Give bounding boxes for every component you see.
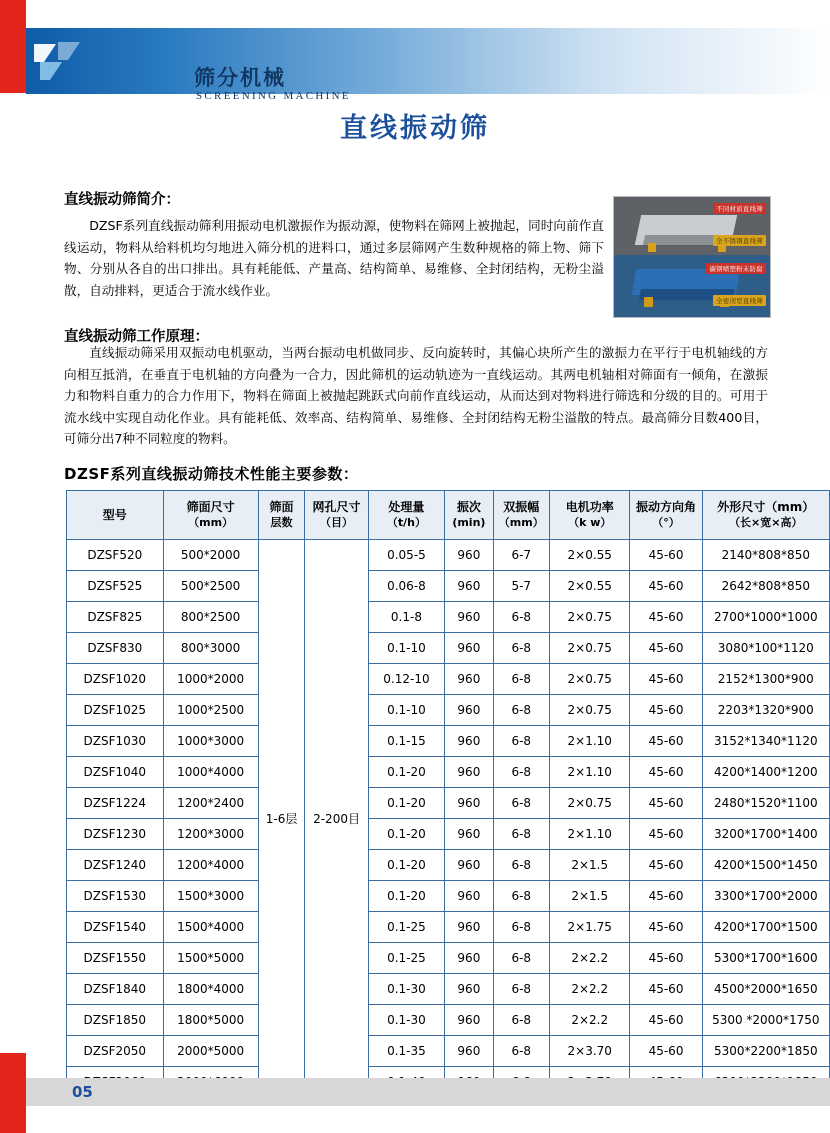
col-unit-vibration-angle: （°） (652, 516, 680, 529)
table-row (67, 1005, 830, 1036)
col-header-frequency (445, 491, 493, 540)
table-row (67, 726, 830, 757)
cell-screen-size: 1500*5000 (163, 943, 258, 974)
photo-machine-upper-leg-left (648, 243, 656, 252)
cell-frequency: 960 (445, 757, 493, 788)
cell-power: 2×0.75 (550, 664, 630, 695)
cell-capacity: 0.1-20 (368, 850, 445, 881)
cell-dimensions: 2152*1300*900 (702, 664, 829, 695)
cell-model: DZSF1550 (67, 943, 164, 974)
cell-frequency: 960 (445, 633, 493, 664)
cell-power: 2×0.75 (550, 633, 630, 664)
brand-title-cn: 筛分机械 (194, 66, 286, 90)
col-header-power (550, 491, 630, 540)
table-row (67, 1036, 830, 1067)
table-header-row (67, 491, 830, 540)
cell-vibration-angle: 45-60 (630, 850, 702, 881)
cell-frequency: 960 (445, 540, 493, 571)
table-row (67, 881, 830, 912)
cell-vibration-angle: 45-60 (630, 1036, 702, 1067)
cell-amplitude: 6-8 (493, 664, 550, 695)
cell-frequency: 960 (445, 664, 493, 695)
cell-model: DZSF1224 (67, 788, 164, 819)
cell-amplitude: 6-8 (493, 633, 550, 664)
table-row (67, 943, 830, 974)
cell-screen-size: 800*3000 (163, 633, 258, 664)
col-title-mesh: 网孔尺寸 (312, 500, 361, 514)
col-header-layers (258, 491, 305, 540)
cell-model: DZSF1240 (67, 850, 164, 881)
cell-power: 2×1.10 (550, 726, 630, 757)
cell-frequency: 960 (445, 1005, 493, 1036)
cell-capacity: 0.1-10 (368, 695, 445, 726)
cell-vibration-angle: 45-60 (630, 695, 702, 726)
cell-dimensions: 2203*1320*900 (702, 695, 829, 726)
cell-dimensions: 2140*808*850 (702, 540, 829, 571)
page-header (26, 28, 830, 102)
brand-title-en: SCREENING MACHINE (196, 90, 351, 102)
cell-screen-size: 500*2500 (163, 571, 258, 602)
cell-vibration-angle: 45-60 (630, 943, 702, 974)
col-unit-mesh: （目） (320, 516, 354, 529)
cell-dimensions: 2700*1000*1000 (702, 602, 829, 633)
table-body (67, 540, 830, 1098)
col-header-mesh (305, 491, 368, 540)
col-header-screen-size (163, 491, 258, 540)
cell-frequency: 960 (445, 602, 493, 633)
cell-capacity: 0.06-8 (368, 571, 445, 602)
cell-dimensions: 4200*1700*1500 (702, 912, 829, 943)
cell-screen-size: 800*2500 (163, 602, 258, 633)
section-heading-principle: 直线振动筛工作原理： (64, 329, 209, 345)
cell-screen-size: 1200*2400 (163, 788, 258, 819)
cell-amplitude: 6-8 (493, 974, 550, 1005)
table-row (67, 757, 830, 788)
cell-screen-size: 500*2000 (163, 540, 258, 571)
cell-dimensions: 3080*100*1120 (702, 633, 829, 664)
cell-vibration-angle: 45-60 (630, 664, 702, 695)
col-unit-dimensions: （长×宽×高） (729, 516, 803, 529)
cell-amplitude: 6-8 (493, 943, 550, 974)
cell-model: DZSF1540 (67, 912, 164, 943)
cell-amplitude: 6-7 (493, 540, 550, 571)
cell-capacity: 0.1-10 (368, 633, 445, 664)
cell-layers-merged: 1-6层 (258, 540, 305, 1098)
cell-frequency: 960 (445, 881, 493, 912)
cell-model: DZSF1025 (67, 695, 164, 726)
col-title-power: 电机功率 (565, 500, 614, 514)
cell-power: 2×2.2 (550, 943, 630, 974)
cell-amplitude: 6-8 (493, 1005, 550, 1036)
cell-amplitude: 6-8 (493, 757, 550, 788)
col-header-amplitude (493, 491, 550, 540)
cell-vibration-angle: 45-60 (630, 1005, 702, 1036)
cell-capacity: 0.1-30 (368, 1005, 445, 1036)
cell-dimensions: 4500*2000*1650 (702, 974, 829, 1005)
cell-power: 2×0.55 (550, 571, 630, 602)
cell-amplitude: 6-8 (493, 726, 550, 757)
cell-dimensions: 2642*808*850 (702, 571, 829, 602)
cell-capacity: 0.1-20 (368, 881, 445, 912)
cell-dimensions: 5300*2200*1850 (702, 1036, 829, 1067)
cell-capacity: 0.1-15 (368, 726, 445, 757)
cell-power: 2×1.10 (550, 819, 630, 850)
table-row (67, 571, 830, 602)
cell-frequency: 960 (445, 943, 493, 974)
col-unit-power: （k w） (568, 516, 612, 529)
cell-vibration-angle: 45-60 (630, 819, 702, 850)
cell-dimensions: 4200*1400*1200 (702, 757, 829, 788)
cell-power: 2×2.2 (550, 1005, 630, 1036)
cell-screen-size: 1000*4000 (163, 757, 258, 788)
cell-dimensions: 5300 *2000*1750 (702, 1005, 829, 1036)
cell-model: DZSF825 (67, 602, 164, 633)
cell-frequency: 960 (445, 788, 493, 819)
cell-vibration-angle: 45-60 (630, 602, 702, 633)
col-title-vibration-angle: 振动方向角 (636, 500, 697, 514)
cell-power: 2×1.5 (550, 881, 630, 912)
cell-dimensions: 3300*1700*2000 (702, 881, 829, 912)
cell-vibration-angle: 45-60 (630, 974, 702, 1005)
cell-capacity: 0.1-35 (368, 1036, 445, 1067)
table-row (67, 974, 830, 1005)
col-unit-capacity: （t/h） (386, 516, 426, 529)
cell-capacity: 0.1-30 (368, 974, 445, 1005)
cell-screen-size: 2000*5000 (163, 1036, 258, 1067)
cell-capacity: 0.1-20 (368, 819, 445, 850)
page-title: 直线振动筛 (340, 113, 490, 144)
cell-vibration-angle: 45-60 (630, 633, 702, 664)
cell-frequency: 960 (445, 695, 493, 726)
col-unit-frequency: (min) (452, 516, 486, 529)
cell-vibration-angle: 45-60 (630, 726, 702, 757)
table-row (67, 540, 830, 571)
cell-screen-size: 1000*2000 (163, 664, 258, 695)
cell-amplitude: 6-8 (493, 881, 550, 912)
footer-red-block (0, 1062, 26, 1122)
table-row (67, 912, 830, 943)
cell-power: 2×0.75 (550, 695, 630, 726)
cell-power: 2×1.75 (550, 912, 630, 943)
col-header-vibration-angle (630, 491, 702, 540)
cell-capacity: 0.1-8 (368, 602, 445, 633)
col-title-layers: 筛面 (269, 500, 294, 514)
cell-model: DZSF1040 (67, 757, 164, 788)
cell-screen-size: 1000*3000 (163, 726, 258, 757)
cell-frequency: 960 (445, 726, 493, 757)
col-unit-amplitude: （mm） (498, 516, 544, 529)
cell-dimensions: 4200*1500*1450 (702, 850, 829, 881)
cell-vibration-angle: 45-60 (630, 881, 702, 912)
spec-table (66, 490, 830, 1098)
col-title-frequency: 振次 (456, 500, 481, 514)
section-body-intro: DZSF系列直线振动筛利用振动电机激振作为振动源，使物料在筛网上被抛起，同时向前作直线运动，物料从给料机均匀地进入筛分机的进料口，通过多层筛网产生数种规格的筛上物、筛下物、分别从各自的出口排出。具有耗能低、产量高、结构简单、易维修、全封闭结构，无粉尘溢散，自动排料，更适合于流水线作业。 (64, 218, 604, 298)
cell-vibration-angle: 45-60 (630, 571, 702, 602)
cell-capacity: 0.1-25 (368, 912, 445, 943)
table-row (67, 850, 830, 881)
cell-model: DZSF525 (67, 571, 164, 602)
cell-screen-size: 1800*4000 (163, 974, 258, 1005)
cell-frequency: 960 (445, 1036, 493, 1067)
cell-capacity: 0.1-25 (368, 943, 445, 974)
cell-vibration-angle: 45-60 (630, 788, 702, 819)
col-title-screen-size: 筛面尺寸 (186, 500, 235, 514)
cell-vibration-angle: 45-60 (630, 757, 702, 788)
cell-power: 2×3.70 (550, 1036, 630, 1067)
cell-power: 2×2.2 (550, 974, 630, 1005)
col-title-model: 型号 (102, 507, 127, 522)
table-row (67, 633, 830, 664)
cell-amplitude: 6-8 (493, 912, 550, 943)
col-header-model (67, 491, 164, 540)
photo-tag-1: 不同材质直线筛 (713, 203, 766, 214)
col-title-amplitude: 双振幅 (503, 500, 540, 514)
photo-tag-4: 全密闭型直线筛 (713, 295, 766, 306)
cell-dimensions: 5300*1700*1600 (702, 943, 829, 974)
cell-frequency: 960 (445, 912, 493, 943)
cell-screen-size: 1500*3000 (163, 881, 258, 912)
cell-capacity: 0.12-10 (368, 664, 445, 695)
cell-power: 2×1.10 (550, 757, 630, 788)
cell-amplitude: 6-8 (493, 602, 550, 633)
cell-screen-size: 1500*4000 (163, 912, 258, 943)
table-row (67, 819, 830, 850)
left-spine-white-gap (0, 93, 26, 1053)
cell-dimensions: 3152*1340*1120 (702, 726, 829, 757)
table-row (67, 695, 830, 726)
product-photo (613, 196, 771, 318)
col-header-dimensions (702, 491, 829, 540)
cell-amplitude: 6-8 (493, 695, 550, 726)
cell-screen-size: 1200*3000 (163, 819, 258, 850)
photo-tag-3: 碳钢喷塑粉末防腐 (706, 263, 766, 274)
cell-model: DZSF1230 (67, 819, 164, 850)
cell-amplitude: 6-8 (493, 850, 550, 881)
footer-bar (26, 1078, 830, 1106)
cell-dimensions: 2480*1520*1100 (702, 788, 829, 819)
cell-mesh-merged: 2-200目 (305, 540, 368, 1098)
table-row (67, 602, 830, 633)
cell-model: DZSF1850 (67, 1005, 164, 1036)
cell-frequency: 960 (445, 850, 493, 881)
cell-amplitude: 5-7 (493, 571, 550, 602)
photo-machine-lower-leg-left (644, 297, 653, 307)
cell-power: 2×0.75 (550, 788, 630, 819)
cell-model: DZSF1020 (67, 664, 164, 695)
blue-arrow-logo-icon (34, 38, 84, 84)
cell-model: DZSF1530 (67, 881, 164, 912)
col-unit-layers: 层数 (270, 516, 293, 529)
cell-amplitude: 6-8 (493, 1036, 550, 1067)
table-heading: DZSF系列直线振动筛技术性能主要参数： (64, 465, 359, 483)
cell-amplitude: 6-8 (493, 819, 550, 850)
cell-model: DZSF830 (67, 633, 164, 664)
cell-power: 2×0.55 (550, 540, 630, 571)
page-number: 05 (72, 1083, 93, 1101)
cell-model: DZSF2050 (67, 1036, 164, 1067)
table-row (67, 788, 830, 819)
cell-power: 2×0.75 (550, 602, 630, 633)
cell-vibration-angle: 45-60 (630, 912, 702, 943)
cell-screen-size: 1200*4000 (163, 850, 258, 881)
cell-vibration-angle: 45-60 (630, 540, 702, 571)
table-row (67, 664, 830, 695)
cell-frequency: 960 (445, 571, 493, 602)
col-header-capacity (368, 491, 445, 540)
cell-frequency: 960 (445, 974, 493, 1005)
cell-screen-size: 1000*2500 (163, 695, 258, 726)
cell-model: DZSF1840 (67, 974, 164, 1005)
cell-frequency: 960 (445, 819, 493, 850)
cell-power: 2×1.5 (550, 850, 630, 881)
col-title-dimensions: 外形尺寸（mm） (717, 500, 815, 514)
col-unit-screen-size: （mm） (188, 516, 234, 529)
cell-screen-size: 1800*5000 (163, 1005, 258, 1036)
section-heading-intro: 直线振动筛简介： (64, 192, 180, 208)
cell-amplitude: 6-8 (493, 788, 550, 819)
section-body-principle: 直线振动筛采用双振动电机驱动，当两台振动电机做同步、反向旋转时，其偏心块所产生的激振力在平行于电机轴线的方向相互抵消，在垂直于电机轴的方向叠为一合力，因此筛机的运动轨迹为一直线运动。其两电机轴相对筛面有一倾角，在激振力和物料自重力的合力作用下，物料在筛面上被抛起跳跃式向前作直线运动，从而达到对物料进行筛选和分级的目的。可用于流水线中实现自动化作业。具有能耗低、效率高、结构简单、易维修、全封闭结构无粉尘溢散的特点。最高筛分目数400目，可筛分出7种不同粒度的物料。 (64, 345, 768, 446)
cell-capacity: 0.1-20 (368, 788, 445, 819)
cell-model: DZSF1030 (67, 726, 164, 757)
col-title-capacity: 处理量 (388, 500, 425, 514)
photo-tag-2: 全不锈钢直线筛 (713, 235, 766, 246)
cell-capacity: 0.05-5 (368, 540, 445, 571)
cell-dimensions: 3200*1700*1400 (702, 819, 829, 850)
cell-capacity: 0.1-20 (368, 757, 445, 788)
cell-model: DZSF520 (67, 540, 164, 571)
